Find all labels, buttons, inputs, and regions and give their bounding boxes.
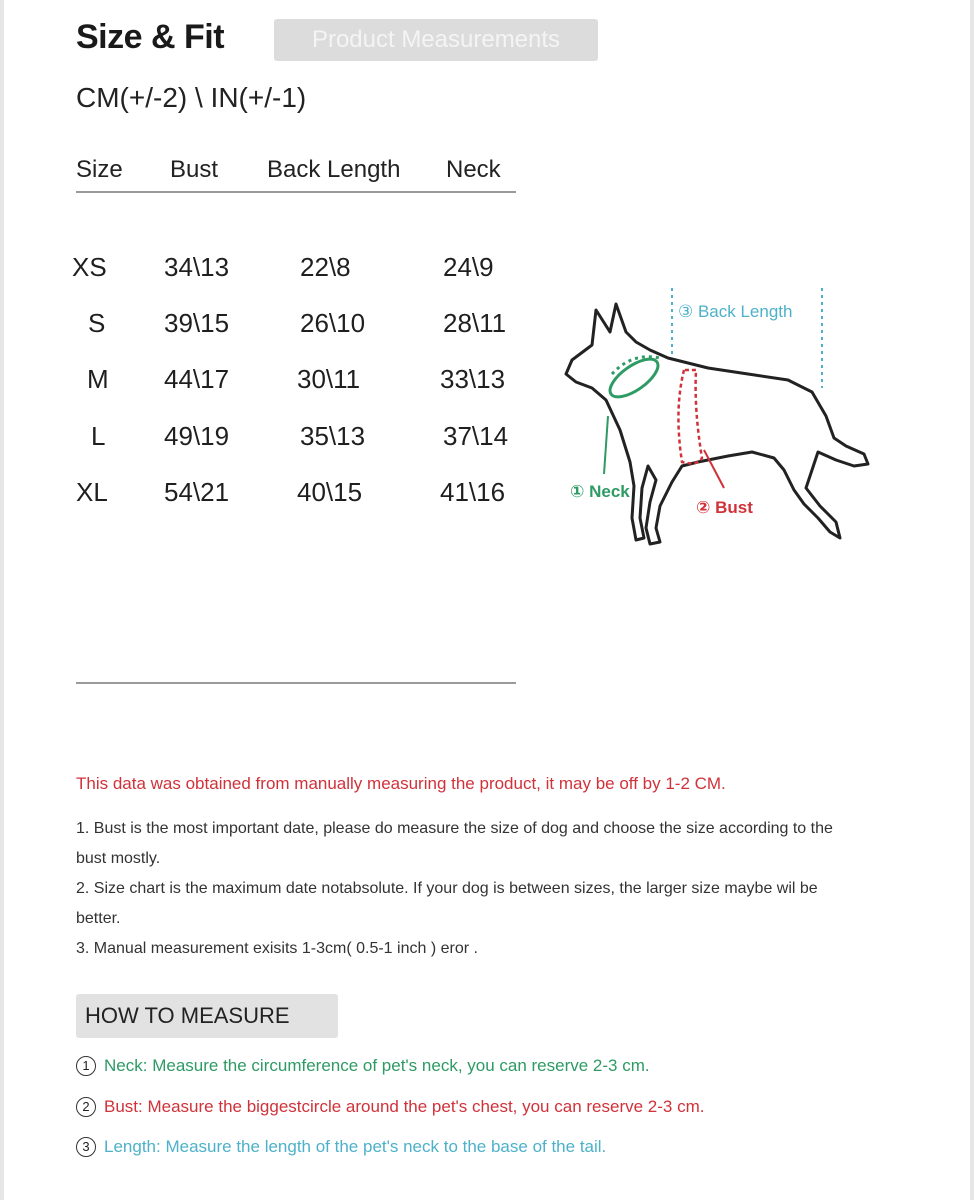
back-length-cell: 40\15 [297, 477, 363, 507]
neck-instruction-text: Measure the circumference of pet's neck, you can reserve 2-3 cm. [152, 1056, 650, 1075]
bust-instruction-text: Measure the biggestcircle around the pet's chest, you can reserve 2-3 cm. [147, 1097, 705, 1116]
column-header-back-length: Back Length [267, 156, 401, 183]
page-title: Size & Fit [76, 18, 225, 56]
note-item: 3. Manual measurement exisits 1-3cm( 0.5-1 inch ) eror . [76, 940, 478, 957]
size-cell: XS [72, 252, 107, 282]
note-item: 2. Size chart is the maximum date notabsolute. If your dog is between sizes, the larger size maybe wil be better. [76, 880, 818, 927]
neck-cell: 33\13 [440, 364, 506, 394]
bust-cell: 34\13 [164, 252, 230, 282]
units-note: CM(+/-2) \ IN(+/-1) [76, 82, 307, 113]
back-length-label: ③ Back Length [678, 302, 793, 321]
table-bottom-divider [76, 682, 516, 684]
bust-cell: 44\17 [164, 364, 230, 394]
size-cell: S [88, 308, 106, 338]
left-frame-edge [0, 0, 4, 1200]
note-item: 1. Bust is the most important date, please do measure the size of dog and choose the size according to the bust mostly. [76, 820, 833, 867]
how-to-item-bust [76, 1097, 704, 1117]
bust-loop [678, 370, 702, 463]
bust-label: ② Bust [696, 498, 753, 517]
neck-cell: 24\9 [443, 252, 494, 282]
bust-pointer-line [704, 450, 724, 488]
bust-instruction-label: Bust: [104, 1097, 143, 1116]
how-to-item-length [76, 1137, 606, 1157]
size-cell: M [87, 364, 109, 394]
size-cell: L [91, 421, 106, 451]
bust-cell: 49\19 [164, 421, 230, 451]
neck-label: ① Neck [570, 482, 630, 501]
number-1-icon: 1 [76, 1056, 96, 1076]
back-length-cell: 26\10 [300, 308, 366, 338]
neck-cell: 28\11 [443, 308, 507, 338]
how-to-item-neck [76, 1056, 650, 1076]
neck-instruction-label: Neck: [104, 1056, 148, 1075]
neck-band [604, 352, 664, 404]
back-length-cell: 22\8 [300, 252, 351, 282]
neck-cell: 41\16 [440, 477, 506, 507]
how-to-measure-title: HOW TO MEASURE [85, 1003, 290, 1028]
header-divider [76, 191, 516, 193]
badge-label: Product Measurements [311, 26, 561, 53]
back-length-cell: 30\11 [297, 364, 361, 394]
number-2-icon: 2 [76, 1097, 96, 1117]
column-header-neck: Neck [446, 156, 501, 183]
product-measurements-badge [274, 19, 598, 61]
measurement-disclaimer: This data was obtained from manually measuring the product, it may be off by 1-2 CM. [76, 774, 726, 793]
column-header-size: Size [76, 156, 123, 183]
how-to-measure-heading [76, 994, 338, 1038]
length-instruction-label: Length: [104, 1137, 161, 1156]
right-frame-edge [970, 0, 974, 1200]
bust-cell: 54\21 [164, 477, 230, 507]
neck-cell: 37\14 [443, 421, 509, 451]
column-header-bust: Bust [170, 156, 219, 183]
size-cell: XL [76, 477, 108, 507]
number-3-icon: 3 [76, 1137, 96, 1157]
neck-pointer-line [604, 416, 608, 474]
back-length-cell: 35\13 [300, 421, 366, 451]
bust-cell: 39\15 [164, 308, 230, 338]
length-instruction-text: Measure the length of the pet's neck to the base of the tail. [165, 1137, 607, 1156]
